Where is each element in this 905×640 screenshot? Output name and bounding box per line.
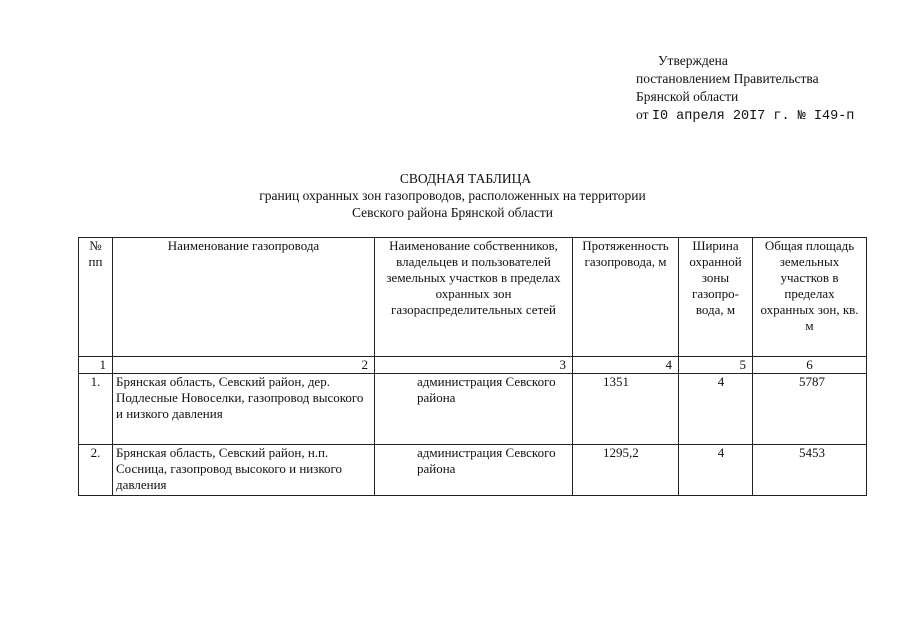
header-cell-area: Общая площадь земельных участков в пределах охранных зон, кв. м <box>753 238 867 357</box>
approval-line-region: Брянской области <box>636 89 739 104</box>
table-header-row <box>79 238 867 357</box>
row-area: 5453 <box>753 445 867 496</box>
table-row <box>79 445 867 496</box>
column-number: 1 <box>79 357 113 374</box>
row-owners: администрация Севского района <box>375 445 573 496</box>
column-number: 5 <box>679 357 753 374</box>
header-cell-width: Ширина охранной зоны газопро-вода, м <box>679 238 753 357</box>
header-cell-pipeline: Наименование газопровода <box>113 238 375 357</box>
title-subheading: границ охранных зон газопроводов, расположенных на территории <box>259 188 646 203</box>
row-length: 1351 <box>573 374 679 445</box>
document-title <box>0 170 905 221</box>
row-pipeline: Брянская область, Севский район, н.п. Сосница, газопровод высокого и низкого давления <box>113 445 375 496</box>
summary-table <box>78 237 867 496</box>
row-length: 1295,2 <box>573 445 679 496</box>
approval-date-prefix: от <box>636 107 649 122</box>
header-cell-number: № пп <box>79 238 113 357</box>
header-cell-length: Протяженность газопровода, м <box>573 238 679 357</box>
approval-line-date <box>636 106 854 126</box>
header-cell-owners: Наименование собственников, владельцев и пользователей земельных участков в пределах охранных зон газораспределительных сетей <box>375 238 573 357</box>
approval-date-number: I0 апреля 20I7 г. № I49-п <box>651 109 855 124</box>
row-number: 1. <box>79 374 113 445</box>
approval-line-approved: Утверждена <box>658 53 728 68</box>
row-width: 4 <box>679 374 753 445</box>
column-number: 2 <box>113 357 375 374</box>
row-owners: администрация Севского района <box>375 374 573 445</box>
approval-stamp <box>636 52 854 126</box>
row-width: 4 <box>679 445 753 496</box>
table-column-number-row <box>79 357 867 374</box>
column-number: 3 <box>375 357 573 374</box>
row-area: 5787 <box>753 374 867 445</box>
approval-line-resolution: постановлением Правительства <box>636 71 819 86</box>
column-number: 6 <box>753 357 867 374</box>
title-heading: СВОДНАЯ ТАБЛИЦА <box>399 171 532 186</box>
row-number: 2. <box>79 445 113 496</box>
title-district: Севского района Брянской области <box>352 205 553 220</box>
row-pipeline: Брянская область, Севский район, дер. Подлесные Новоселки, газопровод высокого и низкого давления <box>113 374 375 445</box>
table-row <box>79 374 867 445</box>
column-number: 4 <box>573 357 679 374</box>
